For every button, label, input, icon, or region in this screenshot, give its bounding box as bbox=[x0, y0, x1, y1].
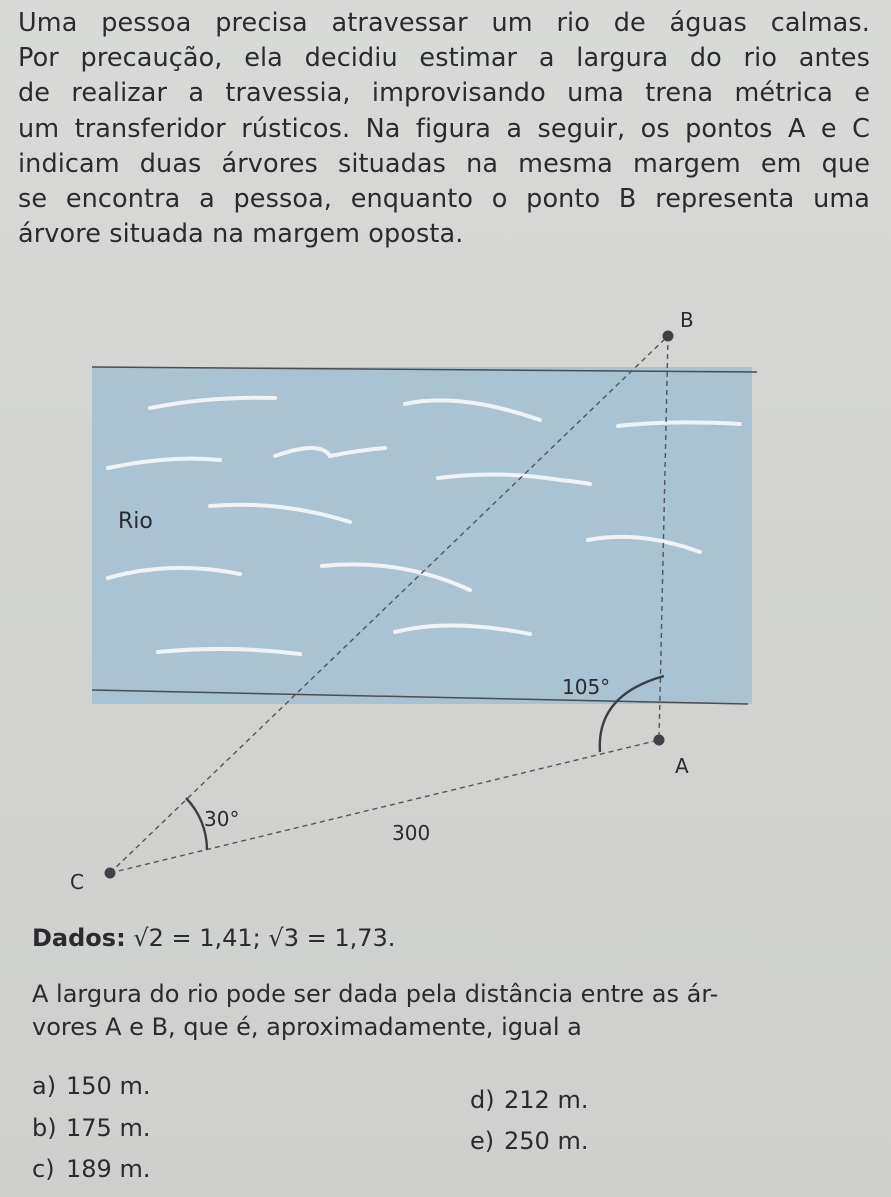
point-b-marker bbox=[663, 331, 674, 342]
given-data bbox=[32, 924, 395, 952]
angle-c-label: 30° bbox=[204, 807, 240, 831]
statement-line: indicam duas árvores situadas na mesma margem em que bbox=[18, 148, 870, 179]
option-d[interactable] bbox=[470, 1086, 588, 1114]
point-a-label: A bbox=[675, 754, 689, 778]
option-text: 189 m. bbox=[66, 1155, 151, 1183]
statement-line: um transferidor rústicos. Na figura a seguir, os pontos A e C bbox=[18, 113, 870, 144]
question-text bbox=[32, 978, 852, 1044]
option-letter: b) bbox=[32, 1114, 57, 1142]
statement-line: se encontra a pessoa, enquanto o ponto B representa uma bbox=[18, 184, 870, 215]
point-c-marker bbox=[105, 868, 116, 879]
question-line: A largura do rio pode ser dada pela distância entre as ár- bbox=[32, 980, 719, 1008]
statement-line: Uma pessoa precisa atravessar um rio de águas calmas. bbox=[18, 8, 870, 38]
option-letter: d) bbox=[470, 1086, 495, 1114]
river-label: Rio bbox=[118, 509, 153, 534]
statement-line: de realizar a travessia, improvisando uma trena métrica e bbox=[18, 78, 870, 109]
option-text: 212 m. bbox=[504, 1086, 589, 1114]
question-line: vores A e B, que é, aproximadamente, igual a bbox=[32, 1013, 582, 1041]
option-letter: a) bbox=[32, 1072, 57, 1100]
given-data-label: Dados: bbox=[32, 924, 126, 952]
river-area bbox=[92, 367, 752, 704]
option-text: 250 m. bbox=[504, 1127, 589, 1155]
option-a[interactable] bbox=[32, 1072, 150, 1100]
given-data-values: √2 = 1,41; √3 = 1,73. bbox=[133, 924, 396, 952]
point-a-marker bbox=[654, 735, 665, 746]
angle-a-label: 105° bbox=[562, 675, 611, 699]
distance-ac-label: 300 bbox=[392, 821, 431, 845]
point-c-label: C bbox=[70, 870, 84, 894]
point-b-label: B bbox=[680, 308, 694, 332]
option-letter: c) bbox=[32, 1155, 55, 1183]
statement-line: Por precaução, ela decidiu estimar a largura do rio antes bbox=[18, 43, 870, 74]
option-text: 150 m. bbox=[66, 1072, 151, 1100]
option-text: 175 m. bbox=[66, 1114, 151, 1142]
problem-statement bbox=[18, 6, 870, 252]
option-e[interactable] bbox=[470, 1127, 588, 1155]
option-c[interactable] bbox=[32, 1155, 150, 1183]
statement-line: árvore situada na margem oposta. bbox=[18, 219, 464, 250]
river-figure bbox=[0, 290, 891, 910]
option-b[interactable] bbox=[32, 1114, 150, 1142]
option-letter: e) bbox=[470, 1127, 495, 1155]
